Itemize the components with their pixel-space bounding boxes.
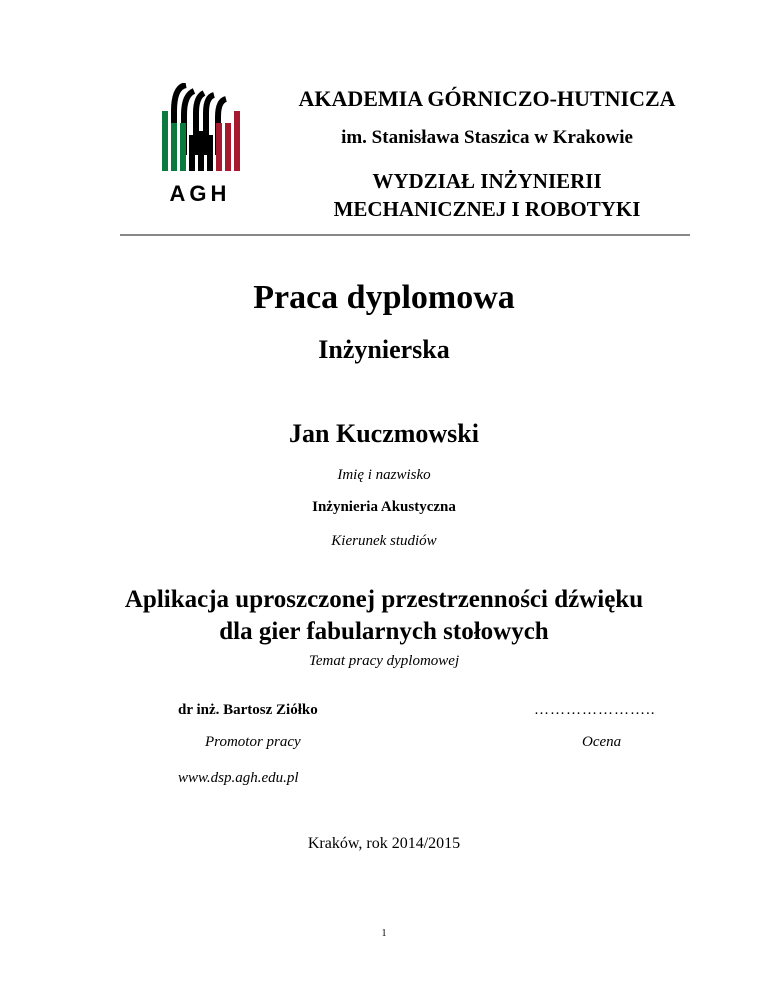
thesis-topic-caption: Temat pracy dyplomowej [308,653,460,669]
agh-logo-mark [160,83,240,213]
thesis-kind: Inżynierska [318,335,450,364]
supervisor-name: dr inż. Bartosz Ziółko [178,702,318,718]
faculty-line-2: MECHANICZNEJ I ROBOTYKI [333,197,641,221]
faculty-line-1: WYDZIAŁ INŻYNIERII [372,169,602,193]
website-url: www.dsp.agh.edu.pl [178,770,299,786]
university-patron: im. Stanisława Staszica w Krakowie [341,127,633,148]
agh-logo [160,83,240,213]
field-of-study: Inżynieria Akustyczna [312,499,456,515]
grade-placeholder: ………………….. [534,702,656,718]
supervisor-caption: Promotor pracy [205,734,301,750]
field-of-study-caption: Kierunek studiów [331,533,437,549]
university-name: AKADEMIA GÓRNICZO-HUTNICZA [298,86,676,111]
author-name-caption: Imię i nazwisko [337,467,431,483]
header-divider [120,234,690,236]
faculty-name [272,167,702,223]
svg-text:AGH: AGH [169,181,231,206]
thesis-topic [0,584,768,648]
grade-caption: Ocena [582,734,622,750]
author-name: Jan Kuczmowski [289,419,479,448]
thesis-topic-line-1: Aplikacja uproszczonej przestrzenności dźwięku [124,586,644,613]
place-and-year: Kraków, rok 2014/2015 [307,835,461,852]
thesis-topic-line-2: dla gier fabularnych stołowych [219,618,549,645]
page-number: 1 [381,928,387,939]
document-title: Praca dyplomowa [253,279,515,316]
